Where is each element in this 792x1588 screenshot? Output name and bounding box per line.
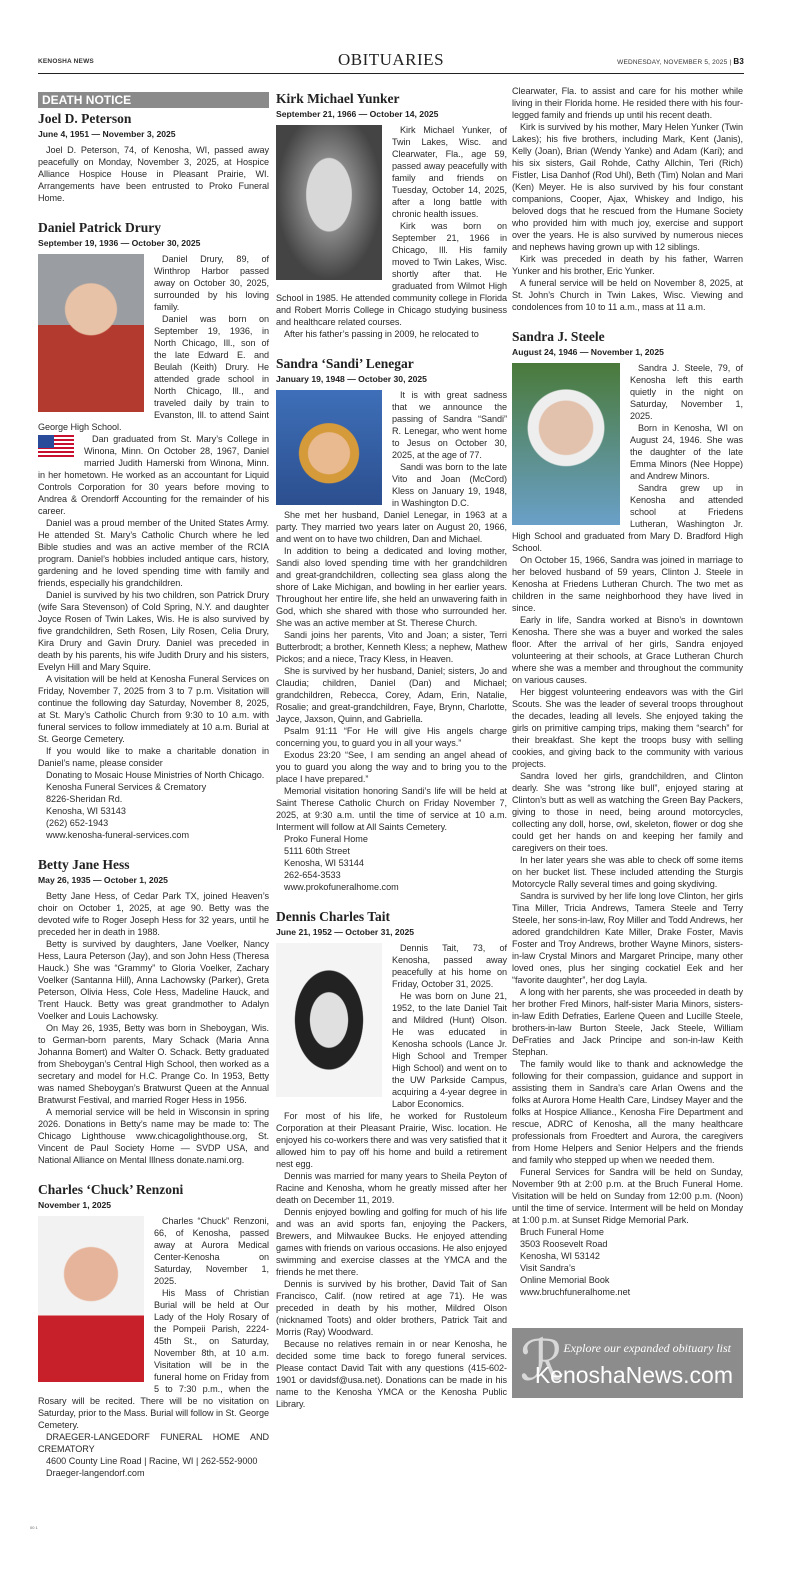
portrait-photo: [276, 943, 382, 1097]
obituary-paragraph: Sandi joins her parents, Vito and Joan; a sister, Terri Butterbrodt; a brother, Kenneth Kless; a nephew, Mathew Pickos; and a niece, Tracy Kless, in Heaven.: [276, 630, 507, 664]
obituary-paragraph: Clearwater, Fla. to assist and care for his mother while living in their Florida home. He resided there with his four-legged family and friends up until his recent death.: [512, 86, 743, 120]
obituary-paragraph: On May 26, 1935, Betty was born in Sheboygan, Wis. to German-born parents, Mary Schack (Maria Anna Johanna Bomert) and Walter O. Schack. Betty graduated from Sheboygan’s Central High School, then worked as a secretary and model for H.C. Prange Co. In 1953, Betty was named Sheboygan’s Bratwurst Queen at the Annual Bratwurst Festival, and married Roger Hess in 1956.: [38, 1023, 269, 1105]
ad-tagline: Explore our expanded obituary list: [563, 1341, 731, 1355]
obituary-name: Joel D. Peterson: [38, 111, 132, 126]
funeral-home-address-line: www.kenosha-funeral-services.com: [46, 830, 190, 840]
obituary-paragraph: Dennis Tait, 73, of Kenosha, passed away peacefully at his home on Friday, October 31, 2025.: [392, 943, 507, 989]
obituary-paragraph: His Mass of Christian Burial will be held at Our Lady of the Holy Rosary of the Pompeii Parish, 2224-45th St., on Saturday, November 8th, at 10 a.m. Visitation will be in the funeral home on Friday from 5 to 7:30 p.m., when the Rosary will be recited. There will be no visitation on Saturday, prior to the Mass. Burial will follow in St. George Cemetery.: [38, 1288, 269, 1430]
obituary-name: Charles ‘Chuck’ Renzoni: [38, 1182, 184, 1197]
obituary-paragraph: Daniel Drury, 89, of Winthrop Harbor passed away on October 30, 2025, surrounded by his loving family.: [154, 254, 269, 312]
funeral-home-address-line: (262) 652-1943: [46, 818, 109, 828]
section-title: OBITUARIES: [337, 50, 445, 69]
page-mark: 00 1: [30, 1525, 38, 1530]
funeral-home-address-line: Proko Funeral Home: [284, 834, 368, 844]
funeral-home-address-line: www.prokofuneralhome.com: [284, 882, 399, 892]
obituary-paragraph: Early in life, Sandra worked at Bisno’s in downtown Kenosha. There she was a buyer and worked the sales floor. After the arrival of her girls, Sandra enjoyed volunteering at their schools, at Grace Lutheran Church where she was a member and throughout the community on various causes.: [512, 615, 743, 685]
obituary-dates: November 1, 2025: [38, 1200, 112, 1210]
column-3: [512, 85, 743, 1398]
obituary-paragraph: Daniel was a proud member of the United States Army. He attended St. Mary’s Catholic Church where he led Bible studies and was an active member of the RCIA program. Daniel’s hobbies included antique cars, history, gardening and he loved spending time with family and friends, especially his grandchildren.: [38, 518, 269, 588]
obituary-yunker-continued: [512, 85, 743, 313]
obituary-paragraph: A long with her parents, she was proceeded in death by her brother Fred Minors, half-sister Maria Minors, sisters-in-law Edith Defraties, Earlene Queen and Lucille Steele, brothers-in-law Burton Steele, Jack Steele, William DeFraties and Jack Principe and son-in-law Keith Stephan.: [512, 987, 743, 1057]
obituary-paragraph: He was born on June 21, 1952, to the late Daniel Tait and Mildred (Hunt) Olson. He was educated in Kenosha schools (Lance Jr. High School and Tremper High School) and went on to the UW Parkside Campus, acquiring a 4-year degree in Labor Economics.: [392, 991, 507, 1109]
obituary-renzoni: [38, 1181, 269, 1479]
portrait-photo: [512, 363, 620, 525]
obituary-name: Sandra ‘Sandi’ Lenegar: [276, 356, 414, 371]
ad-site-link[interactable]: KenoshaNews.com: [534, 1362, 733, 1388]
portrait-photo: [276, 125, 382, 280]
obituary-paragraph: Kirk was preceded in death by his father, Warren Yunker and his brother, Eric Yunker.: [512, 254, 743, 276]
page-number: B3: [733, 57, 744, 66]
funeral-home-address-line: Kenosha, WI 53142: [520, 1251, 600, 1261]
obituary-paragraph: Daniel was born on September 19, 1936, in North Chicago, Ill., son of the late Edward E. and Beulah (Keith) Drury. He attended grade school in North Chicago, Ill., and traveled daily by train to Evanston, Ill. to attend Saint George High School.: [38, 314, 269, 432]
obituary-paragraph: Psalm 91:11 “For He will give His angels charge concerning you, to guard you in all your ways.”: [276, 726, 507, 748]
obituary-paragraph: On October 15, 1966, Sandra was joined in marriage to her beloved husband of 59 years, Clinton J. Steele in Kenosha at Friedens Lutheran Church. The two met as children in the same neighborhood they have lived in since.: [512, 555, 743, 613]
issue-date: WEDNESDAY, NOVEMBER 5, 2025: [617, 59, 728, 66]
obituary-paragraph: In addition to being a dedicated and loving mother, Sandi also loved spending time with her grandchildren and great-grandchildren, collecting sea glass along the shore of Lake Michigan, and bowling in her earlier years. Throughout her entire life, she held an unwavering faith in God, which she shared with those who surrounded her. She was an active member at St. Therese Church.: [276, 546, 507, 628]
american-flag-icon: [38, 435, 74, 459]
portrait-photo: [276, 390, 382, 505]
funeral-home-address-line: 5111 60th Street: [284, 846, 350, 856]
obituary-hess: [38, 856, 269, 1166]
obituary-name: Daniel Patrick Drury: [38, 220, 161, 235]
obituary-paragraph: A memorial service will be held in Wisconsin in spring 2026. Donations in Betty’s name may be made to: The Chicago Lighthouse www.chicagolighthouse.org, St. Vincent de Paul Society Home — SVDP USA, and National Alliance on Mental Illness donate.nami.org.: [38, 1107, 269, 1165]
obituary-paragraph: Exodus 23:20 “See, I am sending an angel ahead of you to guard you along the way and to bring you to the place I have prepared.”: [276, 750, 507, 784]
funeral-home-address-line: Online Memorial Book: [520, 1275, 610, 1285]
funeral-home-address-line: Visit Sandra’s: [520, 1263, 576, 1273]
obituary-paragraph: Daniel is survived by his two children, son Patrick Drury (wife Sara Stevenson) of Cold Spring, N.Y. and daughter Joyce Rosen of Twin Lakes, Wis. He is also survived by five grandchildren, Seth Rosen, Lily Rosen, Celia Drury, Kira Drury and Gavin Drury. Daniel was preceded in death by his parents, his wife Judith Drury and his sisters, Evelyn Hill and Mary Squire.: [38, 590, 269, 672]
obituary-dates: June 21, 1952 — October 31, 2025: [276, 927, 415, 937]
obituary-steele: [512, 328, 743, 1298]
obituary-paragraph: She is survived by her husband, Daniel; sisters, Jo and Claudia; children, Daniel (Dan) and Michael; grandchildren, Rebecca, Corey, Adam, Erin, Natalie, Rosalie; and great-grandchildren, Faye, Brynn, Charlotte, Jayce, Jaxson, Quinn, and Gabriella.: [276, 666, 507, 724]
obituary-paragraph: Funeral Services for Sandra will be held on Sunday, November 9th at 2:00 p.m. at the Bruch Funeral Home. Visitation will be held on Sunday from 12:00 p.m. (Noon) until the time of service. Interment will be held on Monday at 1:00 p.m. at Sunset Ridge Memorial Park.: [512, 1167, 743, 1225]
obituary-paragraph: Sandra J. Steele, 79, of Kenosha left this earth quietly in the night on Saturday, November 1, 2025.: [630, 363, 743, 421]
obituary-paragraph: Sandra loved her girls, grandchildren, and Clinton dearly. She was “strong like bull”, enjoyed staring at Clinton’s butt as well as watching the Green Bay Packers, giving to those in need, being around motorcycles, collecting any doll, horse, owl, skeleton, flower or dog she could get her hands on and keeping her family and caregivers on their toes.: [512, 771, 743, 853]
obituary-dates: June 4, 1951 — November 3, 2025: [38, 129, 176, 139]
obituary-paragraph: Sandra is survived by her life long love Clinton, her girls Tina Miller, Tricia Andrews, Tamera Steele and Terry Steele, her sons-in-law, Roy Miller and Todd Andrews, her adored grandchildren Kate Miller, Drake Foster, Mavis Foster and Troy Andrews, brother Wayne Minors, sisters-in-law Crystal Minors and Margaret Principe, many other loved ones, plus her singing cockatiel Eek and her “favorite daughter”, her dog Layla.: [512, 891, 743, 985]
obituary-paragraph: Joel D. Peterson, 74, of Kenosha, WI, passed away peacefully on Monday, November 3, 2025, at Hospice Alliance Hospice House in Pleasant Prairie, WI. Arrangements have been entrusted to Proko Funeral Home.: [38, 145, 269, 203]
obituary-paragraph: In her later years she was able to check off some items on her bucket list. These included attending the Sturgis Motorcycle Rally several times and going skydiving.: [512, 855, 743, 889]
obituary-paragraph: Dan graduated from St. Mary’s College in Winona, Minn. On October 28, 1967, Daniel married Judith Hamerski from Winona, Minn. in her hometown. He worked as an accountant for Liquid Controls Corporation for 30 years before moving to Andrea & Orendorff Accounting for the remainder of his career.: [38, 434, 269, 516]
obituary-paragraph: Sandi was born to the late Vito and Joan (McCord) Kless on January 19, 1948, in Washington D.C.: [392, 462, 507, 508]
funeral-home-address-line: Kenosha, WI 53144: [284, 858, 364, 868]
obituary-dates: September 19, 1936 — October 30, 2025: [38, 238, 201, 248]
obituary-yunker: [276, 90, 507, 340]
obituary-paragraph: If you would like to make a charitable donation in Daniel’s name, please consider: [38, 746, 269, 768]
obituary-name: Sandra J. Steele: [512, 329, 605, 344]
obituary-dates: September 21, 1966 — October 14, 2025: [276, 109, 439, 119]
obituary-paragraph: The family would like to thank and acknowledge the following for their compassion, guidance and support in assisting them in Sandra’s care Arlan Owens and the folks at Aurora Home Health Care, Lindsey Mayer and the folks at Hospice Alliance., Kenosha Fire Department and rescue, ADRC of Kenosha, all the many healthcare professionals from Froedtert and Aurora, the caregivers from Home Helpers and Senior Helpers and the friends and family who stepped up when we needed them.: [512, 1059, 743, 1165]
obituary-paragraph: Her biggest volunteering endeavors was with the Girl Scouts. She was the leader of several troops throughout the decades, leading all levels. She enjoyed taking the girls on primitive camping trips, making them “search” for their breakfast. She kept the troops busy with selling cookies, and giving back to the community with various projects.: [512, 687, 743, 769]
obituary-peterson: [38, 92, 269, 204]
obituary-paragraph: Memorial visitation honoring Sandi’s life will be held at Saint Therese Catholic Church on Friday November 7, 2025, at 9:30 a.m. until the time of service at 10 a.m. Interment will follow at All Saints Cemetery.: [276, 786, 507, 832]
obituary-paragraph: Kirk is survived by his mother, Mary Helen Yunker (Twin Lakes); his five brothers, including Mark, Kent (Janis), Kelly (Joan), Brian (Wendy Yanke) and Adam (Kari); and his six sisters, Gail Rohde, Cathy Allchin, Teri (Rich) Fistler, Lisa Danhof (Rod Uhl), Beth (Tim) Nolan and Mari (Ken) Meyer. He is also survived by his four constant companions, Cooper, Ajax, Whiskey and Indigo, his beloved dogs that he rescued from the Humane Society who provided him with much joy, exercise and support over the years. He is also survived by numerous nieces and nephews having grown up with 12 siblings.: [512, 122, 743, 252]
funeral-home-address-line: 3503 Roosevelt Road: [520, 1239, 608, 1249]
kenosha-news-logo-icon: ℛ: [520, 1331, 565, 1393]
obituary-name: Betty Jane Hess: [38, 857, 130, 872]
issue-date-page: [617, 57, 744, 66]
obituary-paragraph: Kirk was born on September 21, 1966 in Chicago, Ill. His family moved to Twin Lakes, Wisc. shortly after that. He graduated from Wilmot High School in 1985. He attended community college in Florida and Robert Morris College in Chicago studying business and healthcare related courses.: [276, 221, 507, 327]
separator: |: [729, 59, 732, 66]
obituary-lenegar: [276, 355, 507, 893]
portrait-photo: [38, 254, 144, 412]
portrait-photo: [38, 1216, 144, 1382]
obituary-paragraph: Because no relatives remain in or near Kenosha, he decided some time back to forego funeral services. Please contact David Tait with any questions (415-602-1901 or davidsf@usa.net). Donations can be made in his name to the Kenosha YMCA or the Kenosha Public Library.: [276, 1339, 507, 1409]
obituary-paragraph: Charles “Chuck” Renzoni, 66, of Kenosha, passed away at Aurora Medical Center-Kenosha on Saturday, November 1, 2025.: [154, 1216, 269, 1286]
obituary-paragraph: A visitation will be held at Kenosha Funeral Services on Friday, November 7, 2025 from 3 to 7 p.m. Visitation will continue the following day Saturday, November 8, 2025, at St. Mary’s Catholic Church from 9:30 to 10 a.m. with funeral services to follow immediately at 10 a.m. Burial at St. George Cemetery.: [38, 674, 269, 744]
obituary-paragraph: Kirk Michael Yunker, of Twin Lakes, Wisc. and Clearwater, Fla., age 59, passed away peacefully with family and friends on Tuesday, October 14, 2025, after a long battle with chronic health issues.: [392, 125, 507, 219]
funeral-home-address-line: 4600 County Line Road | Racine, WI | 262-552-9000: [46, 1456, 258, 1466]
funeral-home-address-line: Kenosha Funeral Services & Crematory: [46, 782, 207, 792]
obituary-drury: [38, 219, 269, 841]
obituary-paragraph: Dennis enjoyed bowling and golfing for much of his life and was an avid sports fan, enjoying the Packers, Brewers, and Milwaukee Bucks. He enjoyed attending games with friends on various occasions. He also enjoyed swimming and exercise classes at the YMCA and the friends he met there.: [276, 1207, 507, 1277]
obituary-name: Dennis Charles Tait: [276, 909, 391, 924]
obituary-name: Kirk Michael Yunker: [276, 91, 400, 106]
obituary-tait: [276, 908, 507, 1410]
obituary-paragraph: After his father’s passing in 2009, he relocated to: [284, 329, 479, 339]
obituary-paragraph: A funeral service will be held on November 8, 2025, at St. John’s Church in Twin Lakes, Wisc. Viewing and condolences from 10 to 11 a.m., mass at 11 a.m.: [512, 278, 743, 312]
obituary-paragraph: Betty is survived by daughters, Jane Voelker, Nancy Hess, Laura Peterson (Jay), and son John Hess (Theresa Hauck.) She was “Grammy” to Gloria Voelker, Zachary Voelker (Santanna Hill), Anna Lachowsky (Parker), Greta Peterson, Olivia Hess, Cole Hess, Madeline Hauck, and Trent Hauck. Betty was great grandmother to Adalyn Voelker and Louis Lachowsky.: [38, 939, 269, 1021]
obituary-paragraph: It is with great sadness that we announce the passing of Sandra “Sandi” R. Lenegar, who went home to Jesus on October 30, 2025, at the age of 77.: [392, 390, 507, 460]
obituary-paragraph: Born in Kenosha, WI on August 24, 1946. She was the daughter of the late Emma Minors (Nee Hoppe) and Andrew Minors.: [630, 423, 743, 481]
newspaper-name: KENOSHA NEWS: [38, 58, 94, 65]
obituary-paragraph: DRAEGER-LANGEDORF FUNERAL HOME AND CREMATORY: [38, 1432, 269, 1454]
obituary-paragraph: Dennis is survived by his brother, David Tait of San Francisco, Calif. (now retired at age 71). He was preceded in death by his mother, Mildred Olson (nicknamed Toots) and older brothers, Patrick Tait and Morris (Ray) Woodward.: [276, 1279, 507, 1337]
obituary-paragraph: Dennis was married for many years to Sheila Peyton of Racine and Kenosha, whom he greatly missed after her death on December 11, 2019.: [276, 1171, 507, 1205]
obituary-paragraph: Sandra grew up in Kenosha and attended school at Friedens Lutheran, Washington Jr. High School and graduated from Mary D. Bradford High School.: [512, 483, 743, 553]
death-notice-label: DEATH NOTICE: [38, 92, 269, 108]
funeral-home-address-line: Bruch Funeral Home: [520, 1227, 604, 1237]
funeral-home-address-line: Kenosha, WI 53143: [46, 806, 126, 816]
obituary-dates: January 19, 1948 — October 30, 2025: [276, 374, 427, 384]
obituary-paragraph: She met her husband, Daniel Lenegar, in 1963 at a party. They married two years later on August 20, 1966, and went on to have two children, Dan and Michael.: [276, 510, 507, 544]
obituary-paragraph: Betty Jane Hess, of Cedar Park TX, joined Heaven’s choir on October 1, 2025, at age 90. Betty was the devoted wife to Roger Joseph Hess for 32 years, until he preceded her in death in 1988.: [38, 891, 269, 937]
obituary-dates: August 24, 1946 — November 1, 2025: [512, 347, 664, 357]
funeral-home-address-line: Draeger-langendorf.com: [46, 1468, 145, 1478]
funeral-home-address-line: 262-654-3533: [284, 870, 341, 880]
obituary-paragraph: For most of his life, he worked for Rustoleum Corporation at their Pleasant Prairie, Wisc. location. He enjoyed his co-workers there and was very satisfied that it allowed him to pay off his home and build a retirement nest egg.: [276, 1111, 507, 1169]
column-2: [276, 88, 507, 1425]
obituary-dates: May 26, 1935 — October 1, 2025: [38, 875, 168, 885]
obituary-paragraph: Donating to Mosaic House Ministries of North Chicago.: [46, 770, 265, 780]
funeral-home-address-line: www.bruchfuneralhome.net: [520, 1287, 631, 1297]
column-1: [38, 88, 269, 1494]
page-header: [38, 50, 744, 74]
funeral-home-address-line: 8226-Sheridan Rd.: [46, 794, 123, 804]
obituary-list-ad[interactable]: [512, 1328, 743, 1398]
